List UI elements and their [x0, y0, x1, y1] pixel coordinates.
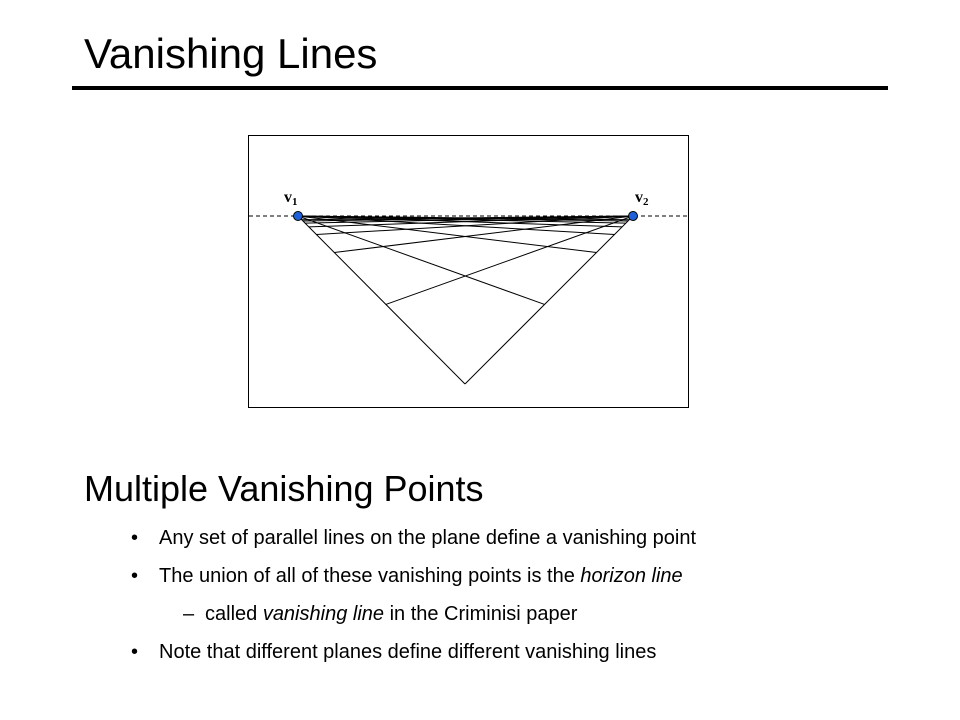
- vanishing-point-1-label: $v_1$: [284, 189, 298, 208]
- grid-line-to-v2: [386, 216, 633, 304]
- sub-bullet-item: [183, 602, 578, 626]
- vanishing-point-2-label: $v_2$: [635, 189, 649, 208]
- bullet-text: Note that different planes define different vanishing lines: [159, 641, 657, 663]
- bullet-emphasis: vanishing line: [262, 603, 385, 625]
- bullet-marker: •: [131, 641, 139, 663]
- bullet-item: [131, 640, 657, 664]
- grid-line-to-v1: [298, 216, 465, 384]
- bullet-marker: •: [131, 527, 139, 549]
- bullet-item: [131, 526, 697, 550]
- vanishing-point-2: [629, 212, 638, 221]
- title-underline: [72, 86, 888, 90]
- vanishing-point-1: [294, 212, 303, 221]
- perspective-grid: [298, 216, 633, 384]
- grid-line-to-v2: [465, 216, 633, 384]
- vanishing-points-figure: [248, 135, 689, 408]
- bullet-marker: –: [183, 603, 195, 625]
- perspective-diagram: [249, 136, 690, 409]
- bullet-item: [131, 564, 683, 588]
- grid-line-to-v1: [298, 216, 545, 304]
- bullet-marker: •: [131, 565, 139, 587]
- bullet-text: Any set of parallel lines on the plane define a vanishing point: [159, 527, 697, 549]
- bullet-text: called: [205, 603, 263, 625]
- section-heading: Multiple Vanishing Points: [84, 468, 484, 509]
- bullet-emphasis: horizon line: [580, 565, 683, 587]
- bullet-text: The union of all of these vanishing points is the: [159, 565, 581, 587]
- bullet-text: in the Criminisi paper: [384, 603, 578, 625]
- slide-title: Vanishing Lines: [84, 30, 378, 77]
